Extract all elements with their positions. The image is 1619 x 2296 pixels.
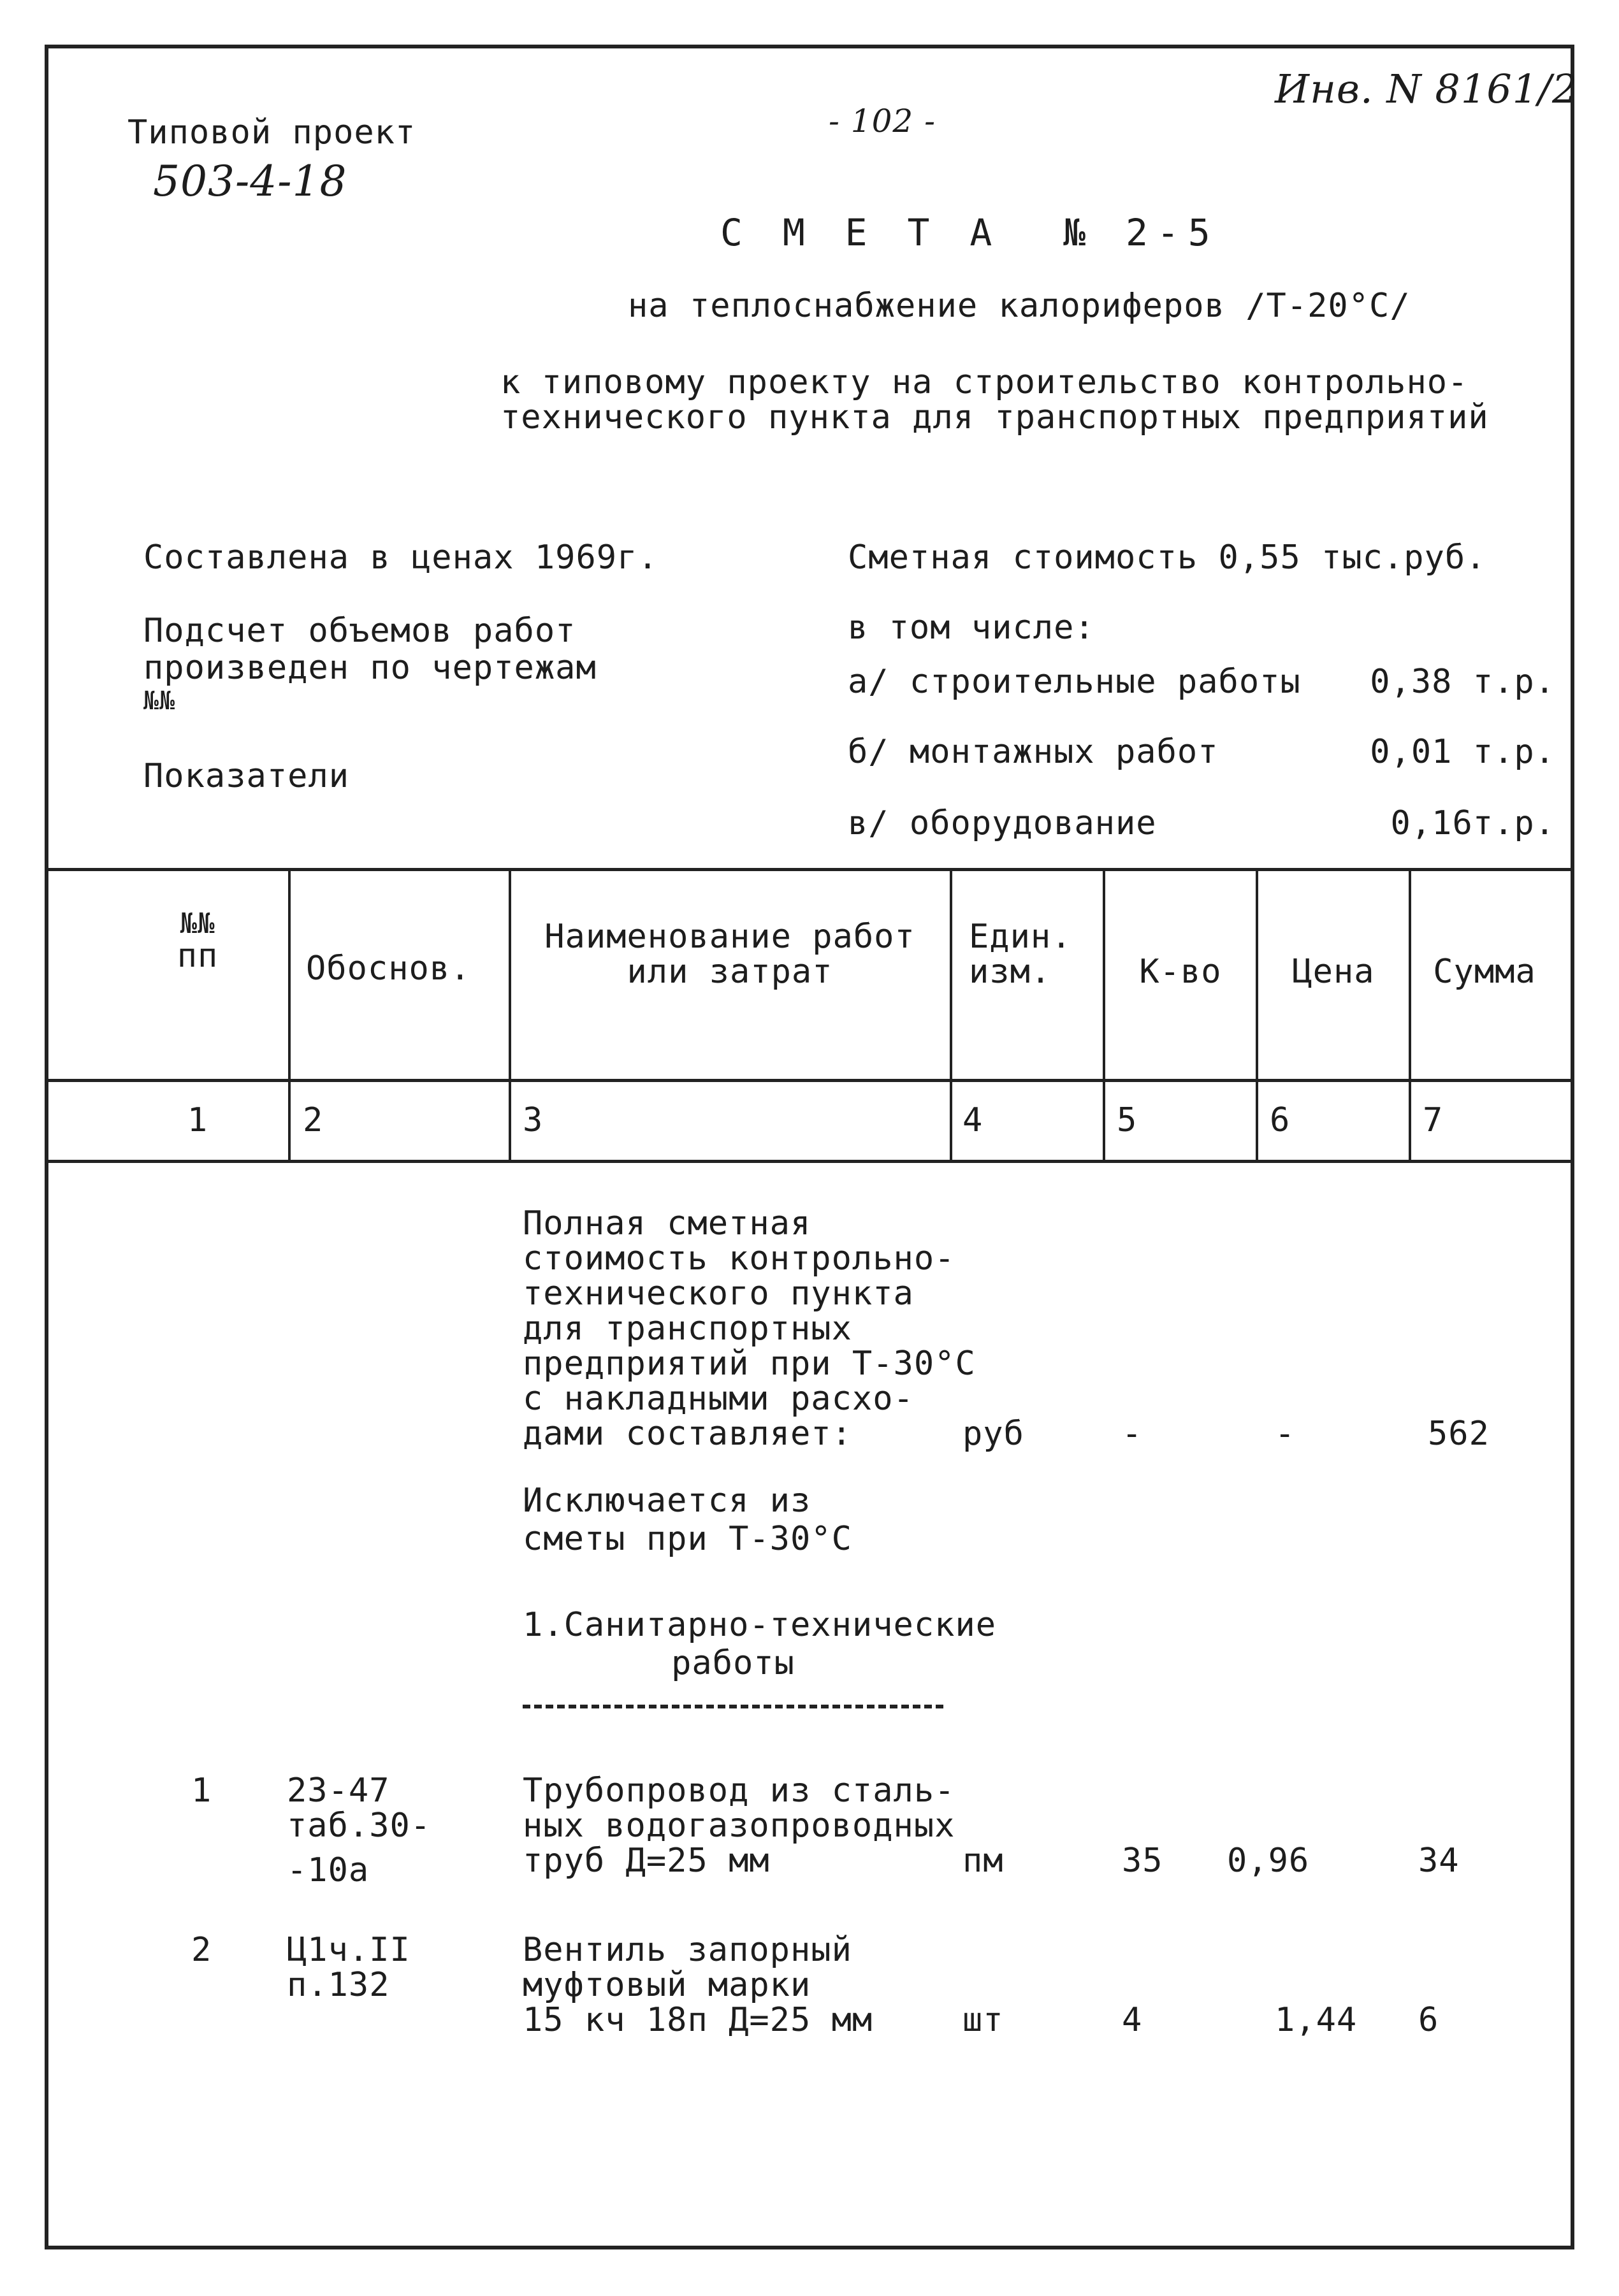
section-heading-line-1: 1.Санитарно-технические	[523, 1606, 997, 1644]
header-price: Цена	[1292, 953, 1375, 991]
total-line: технического пункта	[523, 1274, 914, 1313]
header-num-line-2: пп	[177, 937, 219, 975]
row-2-price: 1,44	[1275, 2001, 1358, 2039]
row-2-basis-line: Ц1ч.II	[287, 1931, 410, 1969]
header-name-line-2: или затрат	[627, 953, 833, 991]
row-1-price: 0,96	[1227, 1842, 1310, 1880]
total-sum: 562	[1428, 1415, 1490, 1453]
estimated-cost: Сметная стоимость 0,55 тыс.руб.	[848, 538, 1486, 577]
row-2-sum: 6	[1418, 2001, 1439, 2039]
cost-item-value-c: 0,16т.р.	[1390, 804, 1555, 842]
row-1-sum: 34	[1418, 1842, 1460, 1880]
prices-note: Составлена в ценах 1969г.	[143, 538, 658, 577]
row-2-name-line: 15 кч 18п Д=25 мм	[523, 2001, 873, 2039]
total-line: Полная сметная	[523, 1204, 811, 1243]
row-1-basis-line: 23-47	[287, 1772, 390, 1810]
row-2-num: 2	[191, 1931, 212, 1969]
including-label: в том числе:	[848, 609, 1095, 647]
calc-note-line-1: Подсчет объемов работ	[143, 612, 576, 650]
cost-item-label-b: б/ монтажных работ	[848, 733, 1219, 771]
row-1-name-line: Трубопровод из сталь-	[523, 1772, 955, 1810]
project-label: Типовой проект	[127, 113, 416, 152]
calc-note-line-3: №№	[143, 686, 176, 716]
excluded-line: Исключается из	[523, 1482, 811, 1520]
total-price: -	[1275, 1415, 1296, 1453]
row-1-unit: пм	[962, 1842, 1004, 1880]
cost-item-label-c: в/ оборудование	[848, 804, 1157, 842]
column-number: 4	[962, 1101, 984, 1139]
row-2-name-line: Вентиль запорный	[523, 1931, 852, 1969]
cost-item-value-a: 0,38 т.р.	[1370, 663, 1555, 701]
estimate-title: С М Е Т А № 2-5	[720, 211, 1219, 254]
project-number: 503-4-18	[153, 157, 347, 206]
table-top-rule	[45, 868, 1574, 871]
row-1-basis-line: -10а	[287, 1851, 370, 1889]
column-number: 1	[187, 1101, 208, 1139]
section-heading-line-2: работы	[671, 1644, 795, 1682]
column-number: 3	[523, 1101, 544, 1139]
project-line-2: технического пункта для транспортных предприятий	[500, 398, 1489, 437]
total-line: дами составляет:	[523, 1415, 852, 1453]
cost-item-label-a: а/ строительные работы	[848, 663, 1301, 701]
total-line: с накладными расхо-	[523, 1380, 914, 1418]
column-divider	[950, 868, 952, 1160]
indicators-label: Показатели	[143, 757, 350, 795]
total-line: стоимость контрольно-	[523, 1239, 955, 1278]
row-1-basis-line: таб.30-	[287, 1807, 432, 1845]
column-number: 7	[1423, 1101, 1444, 1139]
column-number: 5	[1117, 1101, 1138, 1139]
header-qty: К-во	[1139, 953, 1222, 991]
section-underline	[523, 1705, 943, 1708]
header-name-line-1: Наименование работ	[544, 918, 915, 956]
column-divider	[1409, 868, 1411, 1160]
header-basis: Обоснов.	[306, 949, 471, 988]
total-unit: руб	[962, 1415, 1024, 1453]
row-2-unit: шт	[962, 2001, 1004, 2039]
estimate-subtitle: на теплоснабжение калориферов /Т-20°С/	[628, 287, 1411, 325]
column-divider	[1256, 868, 1258, 1160]
column-divider	[288, 868, 291, 1160]
header-num-line-1: №№	[180, 907, 215, 940]
calc-note-line-2: произведен по чертежам	[143, 649, 597, 687]
row-1-num: 1	[191, 1772, 212, 1810]
total-line: для транспортных	[523, 1310, 852, 1348]
column-number: 6	[1270, 1101, 1291, 1139]
row-2-qty: 4	[1122, 2001, 1143, 2039]
inventory-number: Инв. N 8161/2	[1275, 66, 1578, 112]
row-1-name-line: труб Д=25 мм	[523, 1842, 770, 1880]
row-1-qty: 35	[1122, 1842, 1163, 1880]
total-line: предприятий при Т-30°С	[523, 1345, 976, 1383]
column-divider	[1103, 868, 1105, 1160]
project-line-1: к типовому проекту на строительство контрольно-	[500, 363, 1469, 401]
header-sum: Сумма	[1433, 953, 1536, 991]
row-1-name-line: ных водогазопроводных	[523, 1807, 955, 1845]
total-qty: -	[1122, 1415, 1143, 1453]
column-divider	[509, 868, 511, 1160]
row-2-name-line: муфтовый марки	[523, 1966, 811, 2004]
column-number: 2	[303, 1101, 324, 1139]
column-numbers-bottom-rule	[45, 1160, 1574, 1163]
row-2-basis-line: п.132	[287, 1966, 390, 2004]
header-unit-line-1: Един.	[969, 918, 1072, 956]
excluded-line: сметы при Т-30°С	[523, 1520, 852, 1558]
header-bottom-rule	[45, 1079, 1574, 1082]
cost-item-value-b: 0,01 т.р.	[1370, 733, 1555, 771]
header-unit-line-2: изм.	[969, 953, 1052, 991]
page-number: - 102 -	[829, 103, 936, 140]
